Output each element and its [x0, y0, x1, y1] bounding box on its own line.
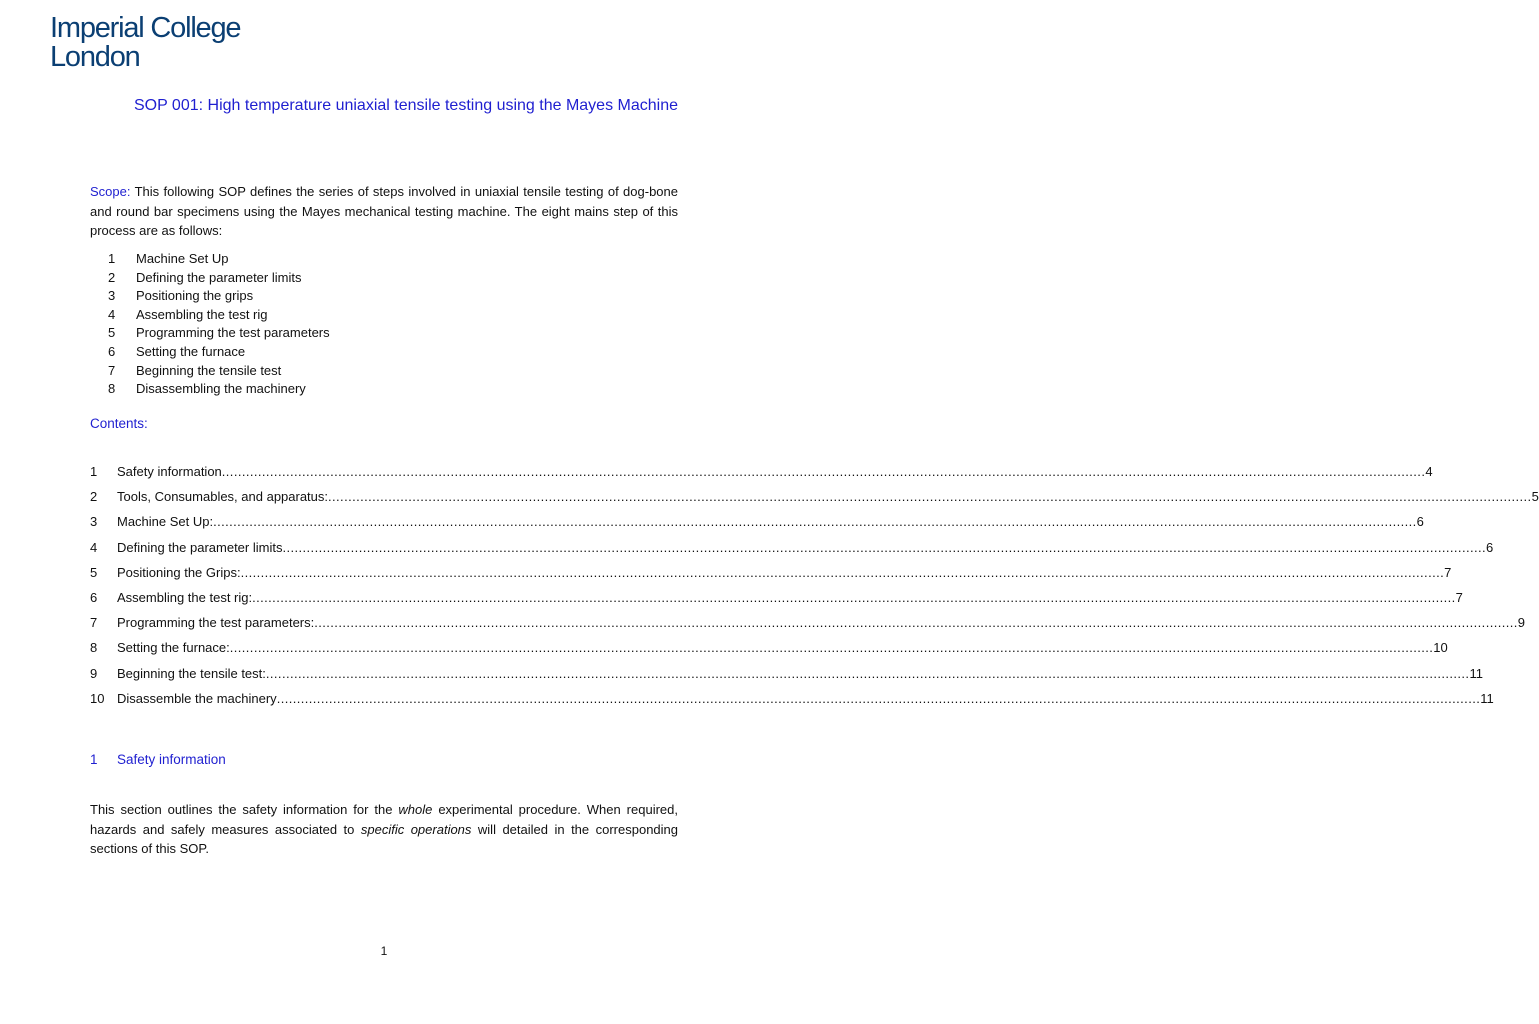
table-of-contents: [90, 464, 1539, 716]
toc-leader-dots: ............................................................................................................................................................................................................................................................................................................: [213, 514, 1417, 530]
toc-label: Setting the furnace:: [117, 640, 230, 656]
list-item: [108, 380, 330, 399]
toc-entry[interactable]: [90, 589, 1463, 615]
step-number: 1: [108, 251, 116, 266]
toc-number: 6: [90, 589, 98, 605]
list-item: [108, 306, 330, 325]
document-title: SOP 001: High temperature uniaxial tensile testing using the Mayes Machine: [133, 97, 678, 114]
list-item: [108, 343, 330, 362]
toc-page: 11: [1480, 690, 1494, 706]
step-label: Machine Set Up: [136, 251, 229, 266]
contents-heading: Contents:: [90, 416, 148, 431]
list-item: [108, 250, 330, 269]
toc-page: 9: [1517, 615, 1526, 631]
list-item: [108, 269, 330, 288]
step-number: 8: [108, 381, 116, 397]
emphasis-text: specific operations: [360, 821, 472, 837]
toc-entry[interactable]: [90, 489, 1539, 514]
section-number: 1: [90, 752, 98, 767]
toc-entry[interactable]: [90, 640, 1448, 665]
paragraph-text: experimental procedure. When required, hazards and safely measures associated to: [90, 802, 678, 837]
toc-entry[interactable]: [90, 514, 1424, 539]
paragraph-text: This section outlines the safety information for the: [90, 802, 399, 817]
toc-label: Assembling the test rig:: [117, 589, 253, 605]
toc-leader-dots: ............................................................................................................................................................................................................................................................................................................: [265, 665, 1470, 681]
step-label: Disassembling the machinery: [136, 381, 306, 397]
toc-leader-dots: ............................................................................................................................................................................................................................................................................................................: [314, 615, 1518, 631]
toc-entry[interactable]: [90, 615, 1526, 640]
scope-label: Scope:: [90, 184, 131, 199]
toc-label: Disassemble the machinery: [117, 690, 277, 706]
toc-page: 5: [1531, 489, 1539, 505]
toc-leader-dots: ............................................................................................................................................................................................................................................................................................................: [221, 464, 1426, 479]
toc-number: 9: [90, 665, 98, 681]
toc-page: 11: [1469, 665, 1483, 681]
toc-page: 7: [1455, 589, 1463, 605]
safety-paragraph: [90, 800, 678, 859]
toc-number: 3: [90, 514, 98, 530]
imperial-college-logo: [50, 14, 240, 72]
toc-leader-dots: ............................................................................................................................................................................................................................................................................................................: [252, 589, 1456, 605]
toc-label: Defining the parameter limits: [117, 539, 283, 555]
toc-page: 4: [1425, 464, 1433, 479]
scope-text: This following SOP defines the series of steps involved in uniaxial tensile testing of dog-bone and round bar specimens using the Mayes mechanical testing machine. The eight mains step of this process are as follows:: [90, 184, 678, 238]
step-label: Programming the test parameters: [136, 325, 330, 341]
step-number: 5: [108, 325, 116, 341]
step-label: Positioning the grips: [136, 288, 254, 304]
step-label: Defining the parameter limits: [136, 269, 302, 285]
page-number: 1: [380, 944, 388, 958]
step-number: 7: [108, 362, 116, 378]
step-label: Setting the furnace: [136, 343, 246, 359]
logo-line-1: Imperial College: [50, 12, 241, 44]
toc-number: 10: [90, 690, 105, 706]
paragraph-text: will detailed in the corresponding sections of this SOP.: [90, 821, 679, 856]
toc-label: Beginning the tensile test:: [117, 665, 266, 681]
steps-list: [108, 250, 330, 399]
toc-page: 6: [1486, 539, 1494, 555]
step-label: Beginning the tensile test: [136, 362, 282, 378]
list-item: [108, 287, 330, 306]
toc-page: 6: [1416, 514, 1424, 530]
toc-page: 10: [1433, 640, 1448, 656]
toc-label: Machine Set Up:: [117, 514, 214, 530]
toc-number: 2: [90, 489, 98, 505]
toc-number: 4: [90, 539, 98, 555]
step-number: 6: [108, 343, 116, 359]
toc-leader-dots: ............................................................................................................................................................................................................................................................................................................: [282, 539, 1487, 555]
toc-entry[interactable]: [90, 564, 1452, 590]
section-1-heading: [90, 752, 226, 767]
toc-number: 5: [90, 564, 98, 580]
toc-label: Programming the test parameters:: [117, 615, 315, 631]
toc-entry[interactable]: [90, 464, 1433, 489]
toc-page: 7: [1444, 564, 1452, 580]
toc-label: Tools, Consumables, and apparatus:: [117, 489, 329, 505]
step-number: 4: [108, 306, 116, 322]
list-item: [108, 324, 330, 343]
toc-number: 8: [90, 640, 98, 656]
step-number: 2: [108, 269, 116, 285]
emphasis-text: whole: [398, 802, 433, 817]
scope-paragraph: [90, 182, 678, 241]
toc-label: Safety information: [117, 464, 222, 479]
section-title: Safety information: [117, 752, 226, 767]
logo-line-2: London: [50, 41, 140, 73]
toc-leader-dots: ............................................................................................................................................................................................................................................................................................................: [276, 690, 1481, 706]
step-label: Assembling the test rig: [136, 306, 268, 322]
toc-number: 1: [90, 464, 98, 479]
toc-leader-dots: ............................................................................................................................................................................................................................................................................................................: [328, 489, 1532, 505]
toc-label: Positioning the Grips:: [117, 564, 241, 580]
toc-leader-dots: ............................................................................................................................................................................................................................................................................................................: [229, 640, 1434, 656]
toc-entry[interactable]: [90, 690, 1494, 716]
toc-entry[interactable]: [90, 665, 1483, 691]
toc-entry[interactable]: [90, 539, 1494, 565]
toc-leader-dots: ............................................................................................................................................................................................................................................................................................................: [240, 564, 1445, 580]
toc-number: 7: [90, 615, 98, 631]
step-number: 3: [108, 288, 116, 304]
list-item: [108, 362, 330, 381]
